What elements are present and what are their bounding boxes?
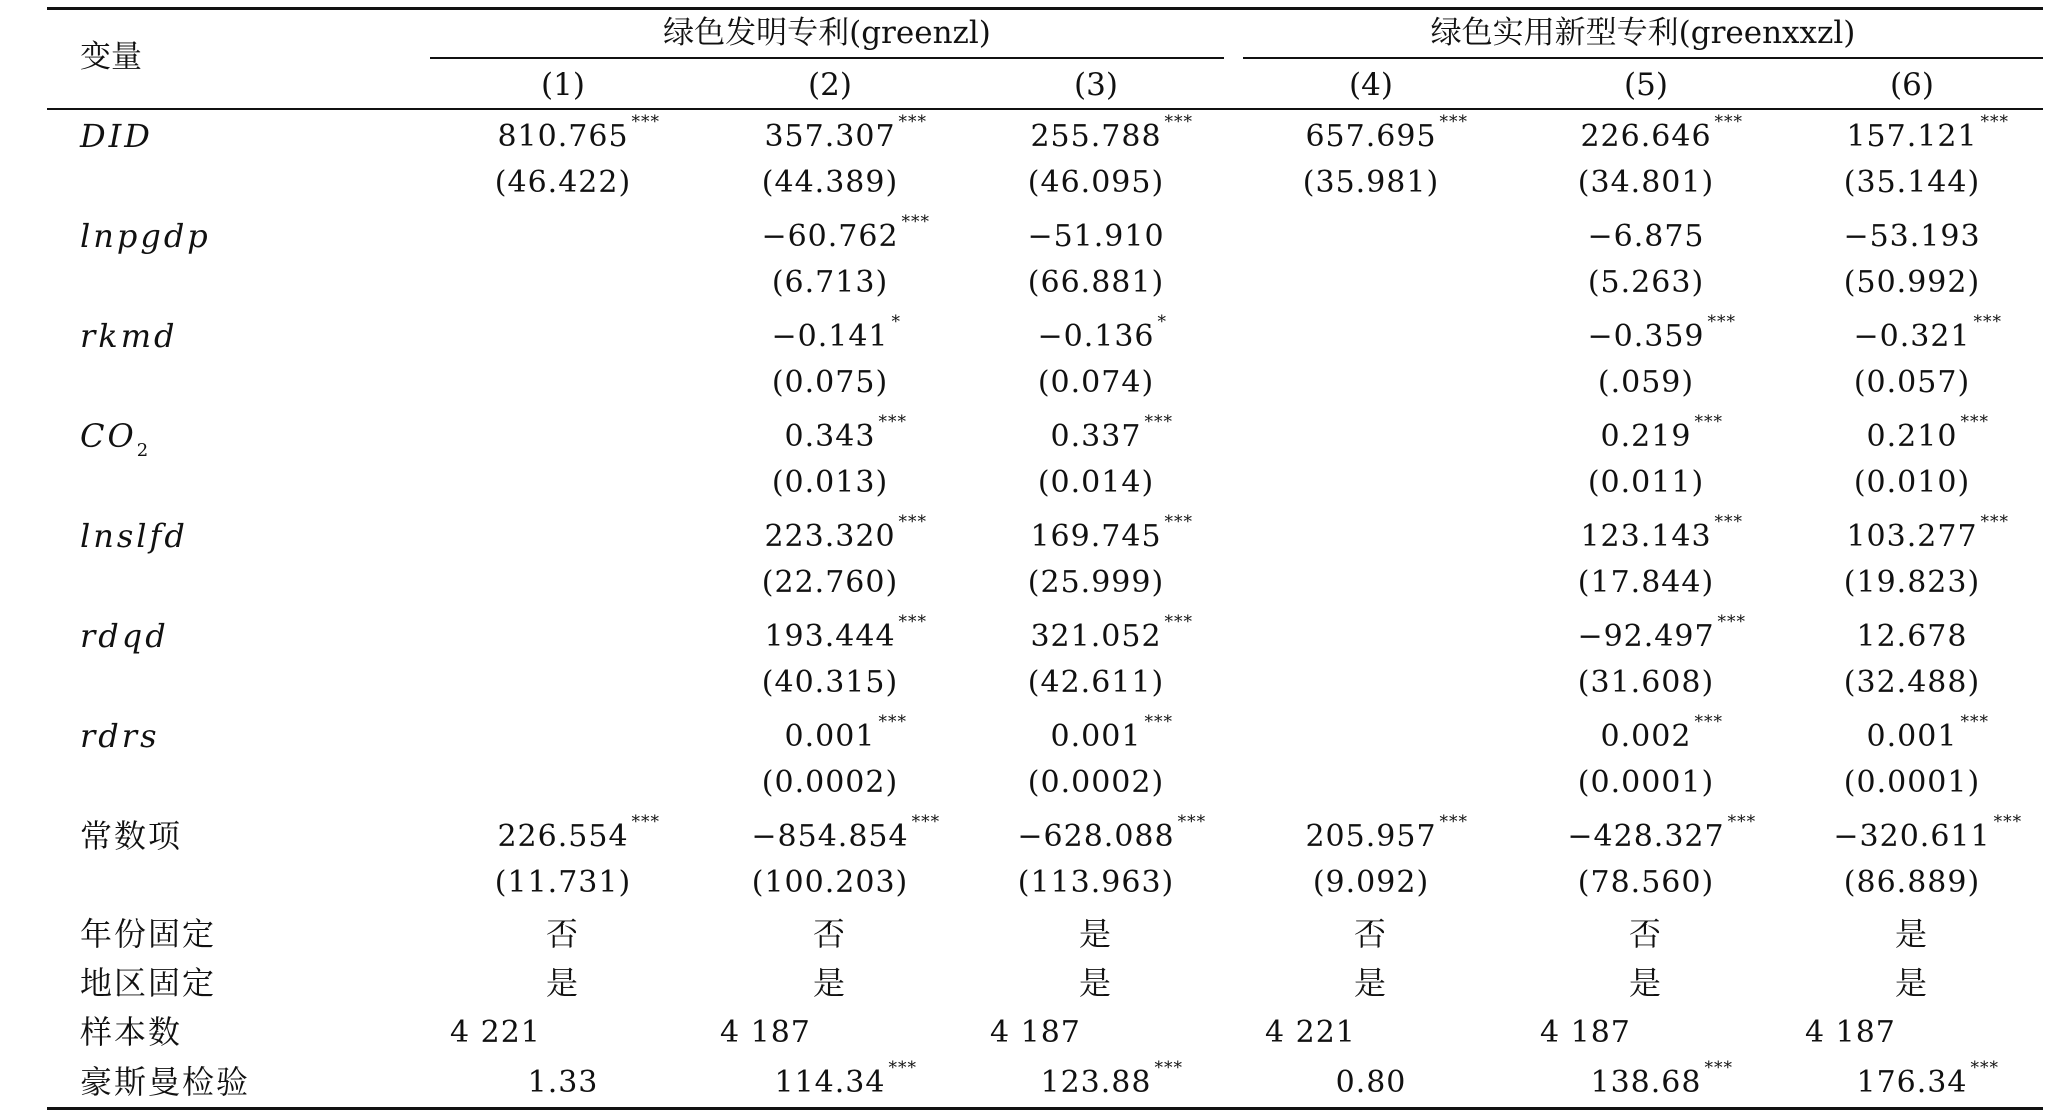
std-error-cell: (86.889) [1843, 865, 1981, 900]
std-error-cell: (0.010) [1853, 465, 1971, 500]
coef-cell [771, 312, 902, 354]
std-error-cell: (9.092) [1312, 865, 1430, 900]
fixed-effect-cell: 否 [1353, 915, 1389, 953]
value-text: −320.611 [1833, 819, 1991, 854]
row-label [80, 217, 211, 255]
std-error-cell: (50.992) [1843, 265, 1981, 300]
significance-stars: *** [1714, 512, 1744, 532]
fixed-effect-cell: 是 [1628, 964, 1664, 1002]
coef-cell [1843, 219, 1981, 254]
fixed-effect-cell: 是 [812, 964, 848, 1002]
significance-stars: *** [1717, 612, 1747, 632]
value-text: 12.678 [1856, 619, 1968, 654]
significance-stars: *** [1980, 112, 2010, 132]
significance-stars: *** [898, 112, 928, 132]
value-text: −628.088 [1017, 819, 1175, 854]
bottom-rule [47, 1107, 2043, 1110]
std-error-cell: (0.0001) [1843, 765, 1981, 800]
value-text: 0.210 [1866, 419, 1958, 454]
sample-size-cell: 4 221 [1265, 1015, 1356, 1050]
significance-stars: *** [1154, 1058, 1183, 1078]
row-label-text: lnslfd [80, 517, 188, 555]
value-text: 0.219 [1600, 419, 1692, 454]
row-label-text: CO [80, 417, 137, 455]
coef-cell [1587, 219, 1705, 254]
footer-label: 年份固定 [80, 915, 217, 953]
value-text: −53.193 [1843, 219, 1981, 254]
coef-cell [1050, 412, 1173, 454]
significance-stars: *** [1144, 712, 1173, 732]
std-error-cell: (0.075) [771, 365, 889, 400]
row-label [80, 417, 152, 461]
footer-cell [527, 1065, 599, 1100]
std-error-cell: (25.999) [1027, 565, 1165, 600]
row-label-text: rdqd [80, 617, 169, 655]
value-text: 0.337 [1050, 419, 1142, 454]
row-label [80, 117, 153, 155]
fixed-effect-cell: 否 [812, 915, 848, 953]
value-text: −51.910 [1027, 219, 1165, 254]
coef-cell [1037, 312, 1168, 354]
std-error-cell: (42.611) [1027, 665, 1165, 700]
significance-stars: *** [878, 712, 907, 732]
sample-size-cell: 4 187 [1805, 1015, 1896, 1050]
column-number-2: (2) [808, 67, 852, 103]
significance-stars: *** [1164, 512, 1194, 532]
fixed-effect-cell: 是 [545, 964, 581, 1002]
header-rule [47, 108, 2043, 110]
coef-cell [1866, 712, 1989, 754]
coef-cell [1030, 512, 1194, 554]
significance-stars: *** [631, 112, 661, 132]
significance-stars: *** [901, 212, 931, 232]
fixed-effect-cell: 是 [1353, 964, 1389, 1002]
std-error-cell: (0.014) [1037, 465, 1155, 500]
std-error-cell: (19.823) [1843, 565, 1981, 600]
significance-stars: *** [1980, 512, 2010, 532]
coef-cell [1580, 512, 1744, 554]
value-text: 176.34 [1856, 1065, 1968, 1100]
coef-cell [761, 212, 931, 254]
footer-label: 豪斯曼检验 [80, 1063, 251, 1101]
value-text: 114.34 [774, 1065, 886, 1100]
coef-cell [1846, 112, 2010, 154]
sample-size-cell: 4 187 [1540, 1015, 1631, 1050]
std-error-cell: (22.760) [761, 565, 899, 600]
significance-stars: *** [1144, 412, 1173, 432]
coef-cell [1853, 312, 2003, 354]
std-error-cell: (113.963) [1017, 865, 1175, 900]
significance-stars: *** [888, 1058, 917, 1078]
std-error-cell: (32.488) [1843, 665, 1981, 700]
footer-cell [774, 1058, 917, 1100]
coef-cell [1577, 612, 1747, 654]
significance-stars: *** [1439, 112, 1469, 132]
significance-stars: *** [1704, 1058, 1733, 1078]
value-text: 226.554 [497, 819, 629, 854]
value-text: 0.001 [1050, 719, 1142, 754]
significance-stars: *** [1970, 1058, 1999, 1078]
value-text: −92.497 [1577, 619, 1715, 654]
std-error-cell: (.059) [1597, 365, 1695, 400]
std-error-cell: (0.057) [1853, 365, 1971, 400]
coef-cell [1866, 412, 1989, 454]
coef-cell [764, 512, 928, 554]
sample-size-cell: 4 187 [720, 1015, 811, 1050]
value-text: 321.052 [1030, 619, 1162, 654]
value-text: −0.136 [1037, 319, 1155, 354]
std-error-cell: (0.0002) [1027, 765, 1165, 800]
std-error-cell: (40.315) [761, 665, 899, 700]
fixed-effect-cell: 是 [1894, 964, 1930, 1002]
footer-label: 样本数 [80, 1013, 183, 1051]
value-text: −0.321 [1853, 319, 1971, 354]
significance-stars: *** [631, 812, 661, 832]
significance-stars: *** [911, 812, 941, 832]
value-text: −428.327 [1567, 819, 1725, 854]
footer-cell [1040, 1058, 1183, 1100]
significance-stars: *** [1439, 812, 1469, 832]
variable-header: 变量 [80, 39, 142, 75]
significance-stars: *** [1164, 612, 1194, 632]
coef-cell [1587, 312, 1737, 354]
std-error-cell: (35.981) [1302, 165, 1440, 200]
significance-stars: *** [1960, 412, 1989, 432]
significance-stars: *** [1177, 812, 1207, 832]
significance-stars: *** [878, 412, 907, 432]
coef-cell [1030, 112, 1194, 154]
column-number-5: (5) [1624, 67, 1668, 103]
group1-rule [430, 57, 1224, 59]
row-label-text: rkmd [80, 317, 178, 355]
significance-stars: *** [1727, 812, 1757, 832]
coef-cell [1600, 412, 1723, 454]
group1-header: 绿色发明专利(greenzl) [663, 15, 991, 51]
row-label [80, 817, 183, 855]
row-label-text: 常数项 [80, 817, 183, 855]
std-error-cell: (6.713) [771, 265, 889, 300]
std-error-cell: (5.263) [1587, 265, 1705, 300]
column-number-1: (1) [541, 67, 585, 103]
value-text: 0.001 [1866, 719, 1958, 754]
significance-stars: *** [1694, 412, 1723, 432]
value-text: 0.80 [1335, 1065, 1407, 1100]
footer-cell [1335, 1065, 1407, 1100]
coef-cell [784, 412, 907, 454]
std-error-cell: (0.011) [1587, 465, 1705, 500]
top-rule [47, 7, 2043, 10]
std-error-cell: (11.731) [494, 865, 632, 900]
value-text: 138.68 [1590, 1065, 1702, 1100]
significance-stars: *** [1973, 312, 2003, 332]
std-error-cell: (100.203) [751, 865, 909, 900]
row-label-text: DID [80, 117, 153, 155]
significance-stars: *** [898, 612, 928, 632]
std-error-cell: (31.608) [1577, 665, 1715, 700]
coef-cell [751, 812, 941, 854]
coef-cell [1050, 712, 1173, 754]
coef-cell [1305, 812, 1469, 854]
value-text: 193.444 [764, 619, 896, 654]
row-label-text: rdrs [80, 717, 160, 755]
std-error-cell: (34.801) [1577, 165, 1715, 200]
significance-stars: *** [1960, 712, 1989, 732]
significance-stars: *** [1694, 712, 1723, 732]
value-text: −0.141 [771, 319, 889, 354]
value-text: 0.002 [1600, 719, 1692, 754]
coef-cell [1017, 812, 1207, 854]
value-text: −60.762 [761, 219, 899, 254]
std-error-cell: (0.0002) [761, 765, 899, 800]
std-error-cell: (44.389) [761, 165, 899, 200]
coef-cell [1030, 612, 1194, 654]
coef-cell [1833, 812, 2023, 854]
column-number-4: (4) [1349, 67, 1393, 103]
footer-label: 地区固定 [80, 964, 217, 1002]
sample-size-cell: 4 221 [450, 1015, 541, 1050]
significance-stars: *** [1164, 112, 1194, 132]
std-error-cell: (17.844) [1577, 565, 1715, 600]
std-error-cell: (0.0001) [1577, 765, 1715, 800]
value-text: 226.646 [1580, 119, 1712, 154]
std-error-cell: (66.881) [1027, 265, 1165, 300]
value-text: 223.320 [764, 519, 896, 554]
std-error-cell: (0.013) [771, 465, 889, 500]
coef-cell [497, 112, 661, 154]
value-text: 123.88 [1040, 1065, 1152, 1100]
subscript-text: 2 [136, 440, 152, 461]
value-text: 255.788 [1030, 119, 1162, 154]
value-text: −6.875 [1587, 219, 1705, 254]
coef-cell [1580, 112, 1744, 154]
value-text: 1.33 [527, 1065, 599, 1100]
coef-cell [1600, 712, 1723, 754]
significance-stars: *** [1993, 812, 2023, 832]
coef-cell [497, 812, 661, 854]
value-text: −854.854 [751, 819, 909, 854]
column-number-6: (6) [1890, 67, 1934, 103]
value-text: 103.277 [1846, 519, 1978, 554]
coef-cell [764, 612, 928, 654]
significance-stars: * [1157, 312, 1168, 332]
coef-cell [1027, 219, 1165, 254]
value-text: 810.765 [497, 119, 629, 154]
group2-header: 绿色实用新型专利(greenxxzl) [1430, 15, 1856, 51]
coef-cell [764, 112, 928, 154]
significance-stars: *** [1707, 312, 1737, 332]
value-text: 657.695 [1305, 119, 1437, 154]
sample-size-cell: 4 187 [990, 1015, 1081, 1050]
value-text: 357.307 [764, 119, 896, 154]
std-error-cell: (78.560) [1577, 865, 1715, 900]
row-label [80, 617, 169, 655]
value-text: 157.121 [1846, 119, 1978, 154]
row-label [80, 717, 160, 755]
value-text: −0.359 [1587, 319, 1705, 354]
value-text: 0.001 [784, 719, 876, 754]
row-label [80, 317, 178, 355]
significance-stars: * [891, 312, 902, 332]
coef-cell [1846, 512, 2010, 554]
footer-cell [1856, 1058, 1999, 1100]
coef-cell [1567, 812, 1757, 854]
fixed-effect-cell: 否 [1628, 915, 1664, 953]
fixed-effect-cell: 是 [1894, 915, 1930, 953]
group2-rule [1243, 57, 2043, 59]
std-error-cell: (0.074) [1037, 365, 1155, 400]
coef-cell [1856, 619, 1968, 654]
fixed-effect-cell: 否 [545, 915, 581, 953]
std-error-cell: (46.422) [494, 165, 632, 200]
significance-stars: *** [1714, 112, 1744, 132]
coef-cell [1305, 112, 1469, 154]
coef-cell [784, 712, 907, 754]
std-error-cell: (46.095) [1027, 165, 1165, 200]
column-number-3: (3) [1074, 67, 1118, 103]
value-text: 205.957 [1305, 819, 1437, 854]
fixed-effect-cell: 是 [1078, 964, 1114, 1002]
row-label-text: lnpgdp [80, 217, 211, 255]
significance-stars: *** [898, 512, 928, 532]
row-label [80, 517, 188, 555]
fixed-effect-cell: 是 [1078, 915, 1114, 953]
footer-cell [1590, 1058, 1733, 1100]
value-text: 123.143 [1580, 519, 1712, 554]
std-error-cell: (35.144) [1843, 165, 1981, 200]
value-text: 169.745 [1030, 519, 1162, 554]
value-text: 0.343 [784, 419, 876, 454]
